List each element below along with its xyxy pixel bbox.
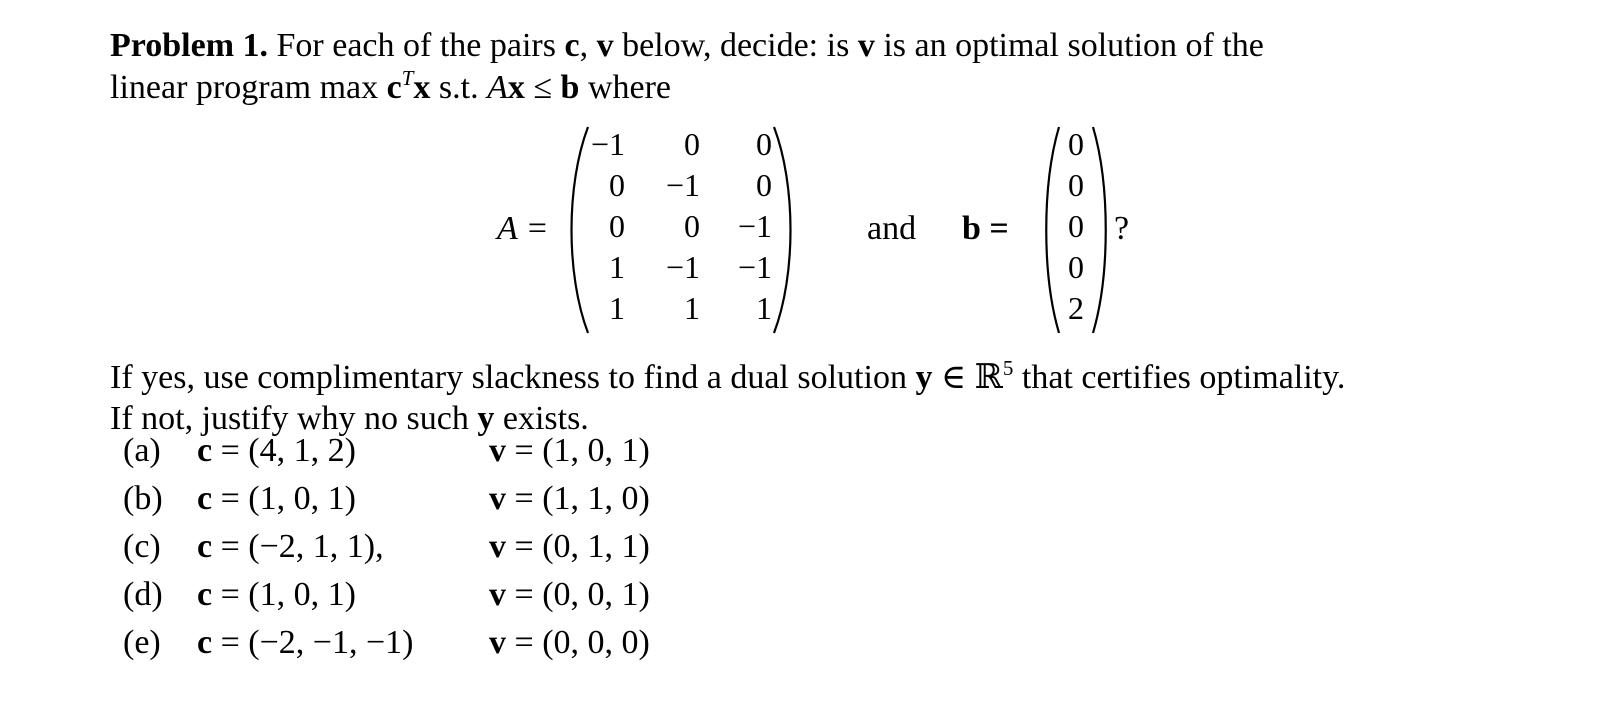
part-v-value (489, 432, 650, 470)
matrix-A-symbol: A (487, 69, 508, 106)
part-v-value (489, 528, 650, 566)
vector-c: c (197, 528, 213, 565)
matrix-A-cell: 1 (609, 249, 625, 285)
v-value: (0, 1, 1) (542, 528, 650, 565)
problem-heading: Problem 1. (110, 27, 269, 64)
vector-x: x (413, 69, 431, 106)
exponent: 5 (1002, 356, 1014, 380)
v-value: (1, 1, 0) (542, 480, 650, 517)
v-value: (1, 0, 1) (542, 432, 650, 469)
equals-sign: = (506, 480, 543, 517)
instruction-text: If yes, use complimentary slackness to find a dual solution (110, 359, 916, 396)
matrix-A-cell: 1 (609, 290, 625, 326)
v-value: (0, 0, 0) (542, 624, 650, 661)
matrix-A-cell: 0 (609, 167, 625, 203)
c-value: (−2, 1, 1), (248, 528, 384, 565)
vector-b-cell: 0 (1068, 126, 1084, 162)
problem-text: where (579, 69, 672, 106)
matrix-A-cell: −1 (590, 126, 625, 162)
part-v-value (489, 480, 650, 518)
vector-b-right-paren (1090, 125, 1112, 335)
part-label: (d) (123, 576, 163, 613)
question-mark: ? (1114, 210, 1130, 247)
c-value: (1, 0, 1) (248, 576, 356, 613)
vector-v: v (596, 27, 614, 64)
vector-b-cell: 2 (1068, 290, 1084, 326)
matrix-A-cell: −1 (665, 249, 700, 285)
problem-text: is an optimal solution of the (874, 27, 1264, 64)
vector-b-label: b = (962, 210, 1009, 247)
equals-sign: = (506, 432, 543, 469)
part-label: (e) (123, 624, 161, 661)
equals-sign: = (212, 432, 249, 469)
equals-sign: = (506, 624, 543, 661)
problem-text: linear program max (110, 69, 387, 106)
vector-c: c (564, 27, 580, 64)
vector-b-cell: 0 (1068, 208, 1084, 244)
matrix-A-cell: 1 (684, 290, 700, 326)
equals-sign: = (212, 624, 249, 661)
matrix-A-cell: 1 (756, 290, 772, 326)
vector-y: y (477, 400, 495, 437)
problem-text: s.t. (430, 69, 488, 106)
c-value: (1, 0, 1) (248, 480, 356, 517)
part-c-value (197, 624, 413, 662)
vector-v: v (489, 528, 506, 565)
matrix-A-cell: −1 (737, 249, 772, 285)
problem-statement-line-2 (110, 66, 672, 107)
part-label: (a) (123, 432, 161, 469)
and-label: and (867, 210, 917, 247)
matrix-A-cell: 0 (756, 167, 772, 203)
matrix-A-cell: 0 (684, 126, 700, 162)
equals-sign: = (506, 576, 543, 613)
vector-c: c (197, 576, 213, 613)
problem-text: below, decide: is (613, 27, 858, 64)
part-c-value (197, 432, 356, 470)
part-label: (c) (123, 528, 161, 565)
equals-sign: = (506, 528, 543, 565)
matrix-A-cell: −1 (665, 167, 700, 203)
leq-symbol: ≤ (524, 69, 561, 106)
vector-y: y (915, 359, 933, 396)
vector-c: c (197, 480, 213, 517)
part-v-value (489, 576, 650, 614)
part-v-value (489, 624, 650, 662)
instruction-text: that certifies optimality. (1013, 359, 1346, 396)
equals-sign: = (212, 528, 249, 565)
part-c-value (197, 576, 356, 614)
matrix-A-cell: 0 (756, 126, 772, 162)
c-value: (4, 1, 2) (248, 432, 356, 469)
vector-v: v (489, 576, 506, 613)
vector-c: c (386, 69, 402, 106)
vector-c: c (197, 432, 213, 469)
c-value: (−2, −1, −1) (248, 624, 414, 661)
vector-c: c (197, 624, 213, 661)
transpose-superscript: T (401, 66, 414, 90)
vector-b-cell: 0 (1068, 167, 1084, 203)
equals-sign: = (212, 480, 249, 517)
problem-text: For each of the pairs (268, 27, 565, 64)
equals-sign: = (212, 576, 249, 613)
matrix-A-label: A = (497, 210, 549, 247)
vector-b: b (560, 69, 580, 106)
matrix-A-cell: 0 (684, 208, 700, 244)
matrix-A-cell: −1 (737, 208, 772, 244)
instruction-line-1 (110, 357, 1345, 397)
vector-x: x (507, 69, 525, 106)
matrix-A-right-paren (770, 125, 800, 335)
comma: , (579, 27, 597, 64)
part-label: (b) (123, 480, 163, 517)
vector-v: v (489, 624, 506, 661)
instruction-text: ∈ ℝ (932, 359, 1003, 396)
vector-b-left-paren (1040, 125, 1062, 335)
v-value: (0, 0, 1) (542, 576, 650, 613)
part-c-value (197, 528, 384, 566)
instruction-text: If not, justify why no such (110, 400, 478, 437)
vector-b-cell: 0 (1068, 249, 1084, 285)
problem-statement-line-1 (110, 27, 1264, 65)
matrix-A-cell: 0 (609, 208, 625, 244)
part-c-value (197, 480, 356, 518)
vector-v: v (857, 27, 875, 64)
vector-v: v (489, 432, 506, 469)
instruction-text: exists. (494, 400, 589, 437)
vector-v: v (489, 480, 506, 517)
